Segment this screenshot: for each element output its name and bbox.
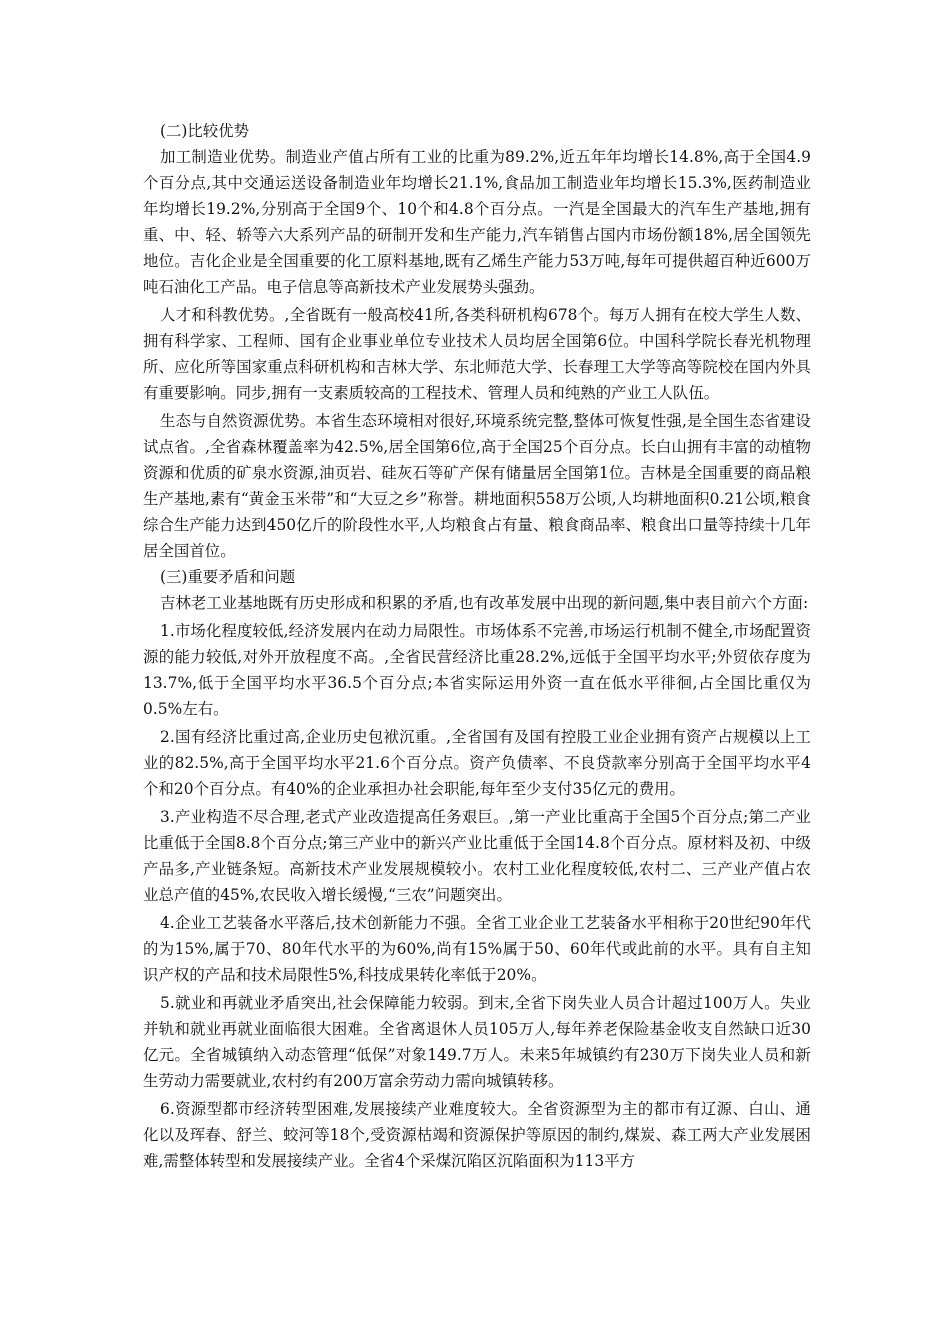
paragraph-problem-1-marketization: 1.市场化程度较低,经济发展内在动力局限性。市场体系不完善,市场运行机制不健全,市场配置资源的能力较低,对外开放程度不高。,全省民营经济比重28.2%,远低于全国平均水平;外贸依存度为13.7%,低于全国平均水平36.5个百分点;本省实际运用外资一直在低水平徘徊,占全国比重仅为0.5%左右。: [143, 622, 811, 718]
paragraph-problem-3-industry-structure: 3.产业构造不尽合理,老式产业改造提高任务艰巨。,第一产业比重高于全国5个百分点;第二产业比重低于全国8.8个百分点;第三产业中的新兴产业比重低于全国14.8个百分点。原材料及初、中级产品多,产业链条短。高新技术产业发展规模较小。农村工业化程度较低,农村二、三产业产值占农业总产值的45%,农民收入增长缓慢,“三农”问题突出。: [143, 808, 811, 904]
section-heading-main-problems: (三)重要矛盾和问题: [160, 568, 296, 586]
paragraph-problem-2-state-economy: 2.国有经济比重过高,企业历史包袱沉重。,全省国有及国有控股工业企业拥有资产占规模以上工业的82.5%,高于全国平均水平21.6个百分点。资产负债率、不良贷款率分别高于全国平均水平4个和20个百分点。有40%的企业承担办社会职能,每年至少支付35亿元的费用。: [143, 728, 811, 798]
section-heading-comparative-advantages: (二)比较优势: [160, 122, 249, 140]
paragraph-manufacturing-advantage: 加工制造业优势。制造业产值占所有工业的比重为89.2%,近五年年均增长14.8%,高于全国4.9个百分点,其中交通运送设备制造业年均增长21.1%,食品加工制造业年均增长15.3%,医药制造业年均增长19.2%,分别高于全国9个、10个和4.8个百分点。一汽是全国最大的汽车生产基地,拥有重、中、轻、轿等六大系列产品的研制开发和生产能力,汽车销售占国内市场份额18%,居全国领先地位。吉化企业是全国重要的化工原料基地,既有乙烯生产能力53万吨,每年可提供超百种近600万吨石油化工产品。电子信息等高新技术产业发展势头强劲。: [143, 148, 811, 296]
paragraph-problem-5-employment: 5.就业和再就业矛盾突出,社会保障能力较弱。到末,全省下岗失业人员合计超过100万人。失业并轨和就业再就业面临很大困难。全省离退休人员105万人,每年养老保险基金收支自然缺口近30亿元。全省城镇纳入动态管理“低保”对象149.7万人。未来5年城镇约有230万下岗失业人员和新生劳动力需要就业,农村约有200万富余劳动力需向城镇转移。: [143, 994, 811, 1090]
paragraph-problem-6-resource-cities: 6.资源型都市经济转型困难,发展接续产业难度较大。全省资源型为主的都市有辽源、白山、通化以及珲春、舒兰、蛟河等18个,受资源枯竭和资源保护等原因的制约,煤炭、森工两大产业发展困难,需整体转型和发展接续产业。全省4个采煤沉陷区沉陷面积为113平方: [143, 1100, 811, 1170]
document-page: [143, 118, 811, 1174]
paragraph-ecology-resources-advantage: 生态与自然资源优势。本省生态环境相对很好,环境系统完整,整体可恢复性强,是全国生态省建设试点省。,全省森林覆盖率为42.5%,居全国第6位,高于全国25个百分点。长白山拥有丰富的动植物资源和优质的矿泉水资源,油页岩、硅灰石等矿产保有储量居全国第1位。吉林是全国重要的商品粮生产基地,素有“黄金玉米带”和“大豆之乡”称誉。耕地面积558万公顷,人均耕地面积0.21公顷,粮食综合生产能力达到450亿斤的阶段性水平,人均粮食占有量、粮食商品率、粮食出口量等持续十几年居全国首位。: [143, 412, 811, 560]
paragraph-problem-4-technology: 4.企业工艺装备水平落后,技术创新能力不强。全省工业企业工艺装备水平相称于20世纪90年代的为15%,属于70、80年代水平的为60%,尚有15%属于50、60年代或此前的水平。具有自主知识产权的产品和技术局限性5%,科技成果转化率低于20%。: [143, 914, 811, 984]
paragraph-problems-intro: 吉林老工业基地既有历史形成和积累的矛盾,也有改革发展中出现的新问题,集中表目前六个方面:: [160, 594, 809, 612]
paragraph-talent-education-advantage: 人才和科教优势。,全省既有一般高校41所,各类科研机构678个。每万人拥有在校大学生人数、拥有科学家、工程师、国有企业事业单位专业技术人员均居全国第6位。中国科学院长春光机物理所、应化所等国家重点科研机构和吉林大学、东北师范大学、长春理工大学等高等院校在国内外具有重要影响。同步,拥有一支素质较高的工程技术、管理人员和纯熟的产业工人队伍。: [143, 306, 811, 402]
